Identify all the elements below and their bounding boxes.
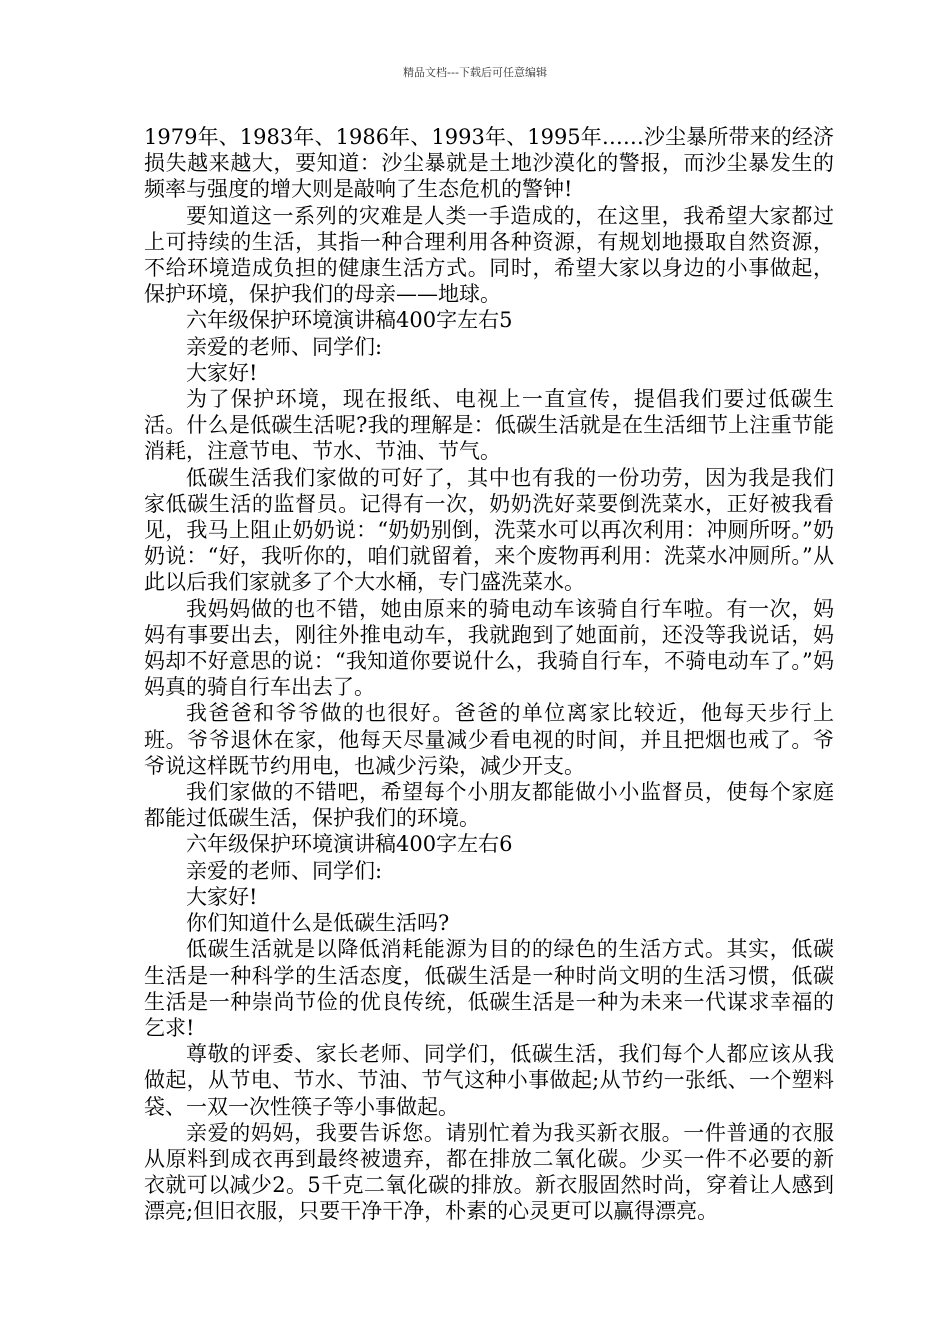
document-body bbox=[144, 124, 834, 1225]
page-header: 精品文档---下载后可任意编辑 bbox=[403, 66, 547, 79]
paragraph: 亲爱的老师、同学们: bbox=[186, 334, 383, 359]
paragraph: 亲爱的妈妈，我要告诉您。请别忙着为我买新衣服。一件普通的衣服从原料到成衣再到最终被遗弃，都在排放二氧化碳。少买一件不必要的新衣就可以减少2。5千克二氧化碳的排放。新衣服固然时尚，穿着让人感到漂亮;但旧衣服，只要干净干净，朴素的心灵更可以赢得漂亮。 bbox=[144, 1120, 834, 1224]
paragraph: 低碳生活就是以降低消耗能源为目的的绿色的生活方式。其实，低碳生活是一种科学的生活态度，低碳生活是一种时尚文明的生活习惯，低碳生活是一种崇尚节俭的优良传统，低碳生活是一种为未来一代谋求幸福的乞求! bbox=[144, 937, 834, 1040]
paragraph: 我爸爸和爷爷做的也很好。爸爸的单位离家比较近，他每天步行上班。爷爷退休在家，他每天尽量减少看电视的时间，并且把烟也戒了。爷爷说这样既节约用电，也减少污染，减少开支。 bbox=[144, 701, 834, 778]
paragraph: 要知道这一系列的灾难是人类一手造成的，在这里，我希望大家都过上可持续的生活，其指一种合理利用各种资源，有规划地摄取自然资源，不给环境造成负担的健康生活方式。同时，希望大家以身边的小事做起，保护环境，保护我们的母亲——地球。 bbox=[144, 203, 834, 307]
paragraph: 我们家做的不错吧，希望每个小朋友都能做小小监督员，使每个家庭都能过低碳生活，保护我们的环境。 bbox=[144, 780, 834, 831]
paragraph: 你们知道什么是低碳生活吗? bbox=[186, 911, 450, 936]
paragraph: 亲爱的老师、同学们: bbox=[186, 858, 383, 883]
paragraph: 低碳生活我们家做的可好了，其中也有我的一份功劳，因为我是我们家低碳生活的监督员。记得有一次，奶奶洗好菜要倒洗菜水，正好被我看见，我马上阻止奶奶说：“奶奶别倒，洗菜水可以再次利用：冲厕所呀。”奶奶说：“好，我听你的，咱们就留着，来个废物再利用：洗菜水冲厕所。”从此以后我们家就多了个大水桶，专门盛洗菜水。 bbox=[144, 465, 834, 595]
paragraph: 大家好! bbox=[186, 360, 258, 385]
paragraph: 我妈妈做的也不错，她由原来的骑电动车该骑自行车啦。有一次，妈妈有事要出去，刚往外推电动车，我就跑到了她面前，还没等我说话，妈妈却不好意思的说：“我知道你要说什么，我骑自行车，不骑电动车了。”妈妈真的骑自行车出去了。 bbox=[144, 596, 834, 700]
paragraph: 大家好! bbox=[186, 884, 258, 909]
paragraph: 为了保护环境，现在报纸、电视上一直宣传，提倡我们要过低碳生活。什么是低碳生活呢?我的理解是：低碳生活就是在生活细节上注重节能消耗，注意节电、节水、节油、节气。 bbox=[144, 387, 834, 464]
paragraph: 六年级保护环境演讲稿400字左右5 bbox=[186, 308, 513, 333]
paragraph: 1979年、1983年、1986年、1993年、1995年……沙尘暴所带来的经济损失越来越大，要知道：沙尘暴就是土地沙漠化的警报，而沙尘暴发生的频率与强度的增大则是敲响了生态危机的警钟! bbox=[144, 125, 834, 202]
paragraph: 尊敬的评委、家长老师、同学们，低碳生活，我们每个人都应该从我做起，从节电、节水、节油、节气这种小事做起;从节约一张纸、一个塑料袋、一双一次性筷子等小事做起。 bbox=[144, 1042, 834, 1119]
paragraph: 六年级保护环境演讲稿400字左右6 bbox=[186, 832, 513, 857]
